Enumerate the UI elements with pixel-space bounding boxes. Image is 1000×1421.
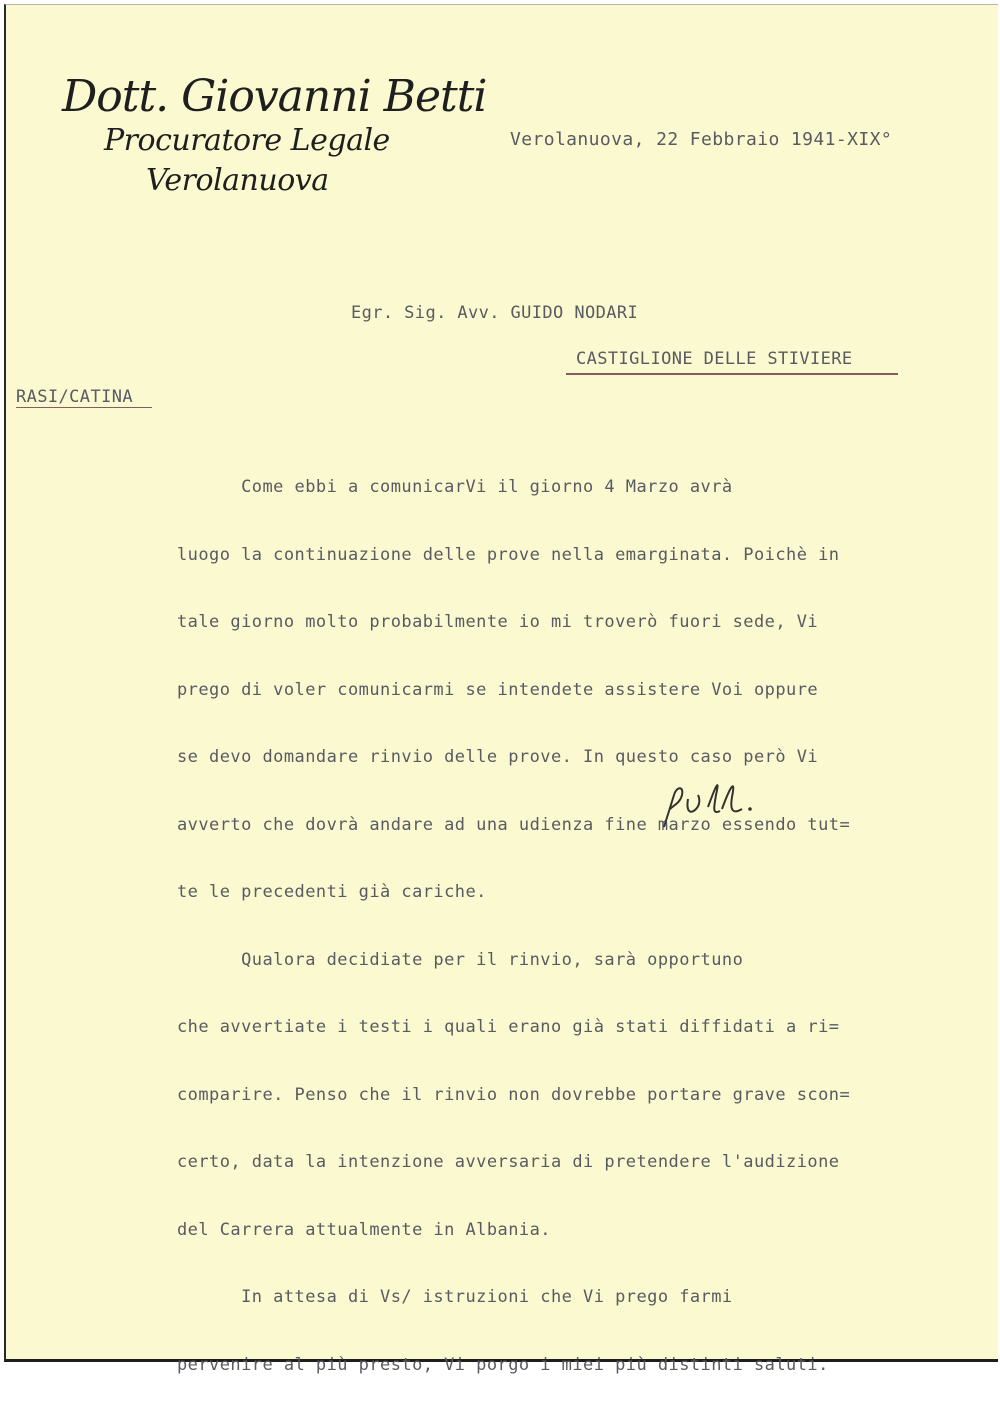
letter-body	[177, 431, 850, 1421]
handwritten-signature	[656, 765, 806, 835]
body-line: certo, data la intenzione avversaria di pretendere l'audizione	[177, 1152, 840, 1172]
body-line: prego di voler comunicarmi se intendete assistere Voi oppure	[177, 679, 819, 700]
body-line: comparire. Penso che il rinvio non dovrebbe portare grave scon=	[177, 1084, 851, 1105]
body-line: luogo la continuazione delle prove nella emarginata. Poichè in	[177, 544, 840, 565]
body-line: Come ebbi a comunicarVi il giorno 4 Marzo avrà	[177, 477, 733, 497]
recipient-location-underline	[566, 373, 898, 375]
reference-underline	[16, 407, 152, 408]
letterhead-profession: Procuratore Legale	[104, 123, 390, 158]
recipient-location: CASTIGLIONE DELLE STIVIERE	[576, 349, 853, 369]
body-line: pervenire al più presto, Vi porgo i miei più distinti saluti.	[177, 1354, 829, 1375]
body-line: se devo domandare rinvio delle prove. In questo caso però Vi	[177, 747, 819, 767]
reference-code: RASI/CATINA	[16, 387, 133, 407]
body-line: te le precedenti già cariche.	[177, 882, 487, 902]
body-line: del Carrera attualmente in Albania.	[177, 1219, 551, 1240]
letter-sheet	[4, 4, 998, 1375]
place-date: Verolanuova, 22 Febbraio 1941-XIX°	[510, 129, 893, 150]
body-line: che avvertiate i testi i quali erano già stati diffidati a ri=	[177, 1017, 840, 1037]
letterhead-city: Verolanuova	[146, 163, 329, 198]
body-line: Qualora decidiate per il rinvio, sarà opportuno	[177, 949, 744, 970]
letterhead-name: Dott. Giovanni Betti	[62, 71, 487, 122]
body-line: avverto che dovrà andare ad una udienza fine marzo essendo tut=	[177, 814, 851, 835]
recipient-name: Egr. Sig. Avv. GUIDO NODARI	[351, 303, 639, 323]
body-line: In attesa di Vs/ istruzioni che Vi prego farmi	[177, 1287, 733, 1307]
body-line: tale giorno molto probabilmente io mi troverò fuori sede, Vi	[177, 612, 819, 632]
